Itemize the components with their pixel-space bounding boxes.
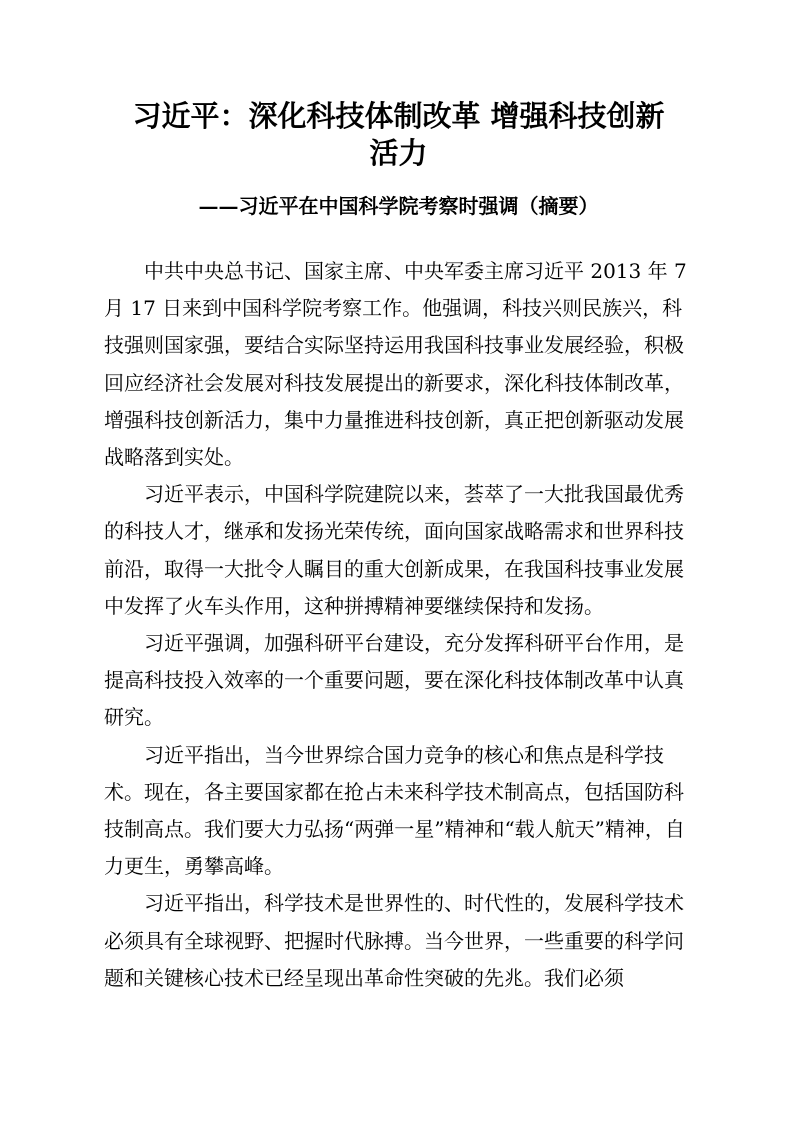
paragraph-5: 习近平指出，科学技术是世界性的、时代性的，发展科学技术必须具有全球视野、把握时代脉搏。当今世界，一些重要的科学问题和关键核心技术已经呈现出革命性突破的先兆。我们必须	[104, 891, 684, 990]
document-body	[104, 253, 693, 997]
paragraph-2: 习近平表示，中国科学院建院以来，荟萃了一大批我国最优秀的科技人才，继承和发扬光荣传统，面向国家战略需求和世界科技前沿，取得一大批令人瞩目的重大创新成果，在我国科技事业发展中发挥了火车头作用，这种拼搏精神要继续保持和发扬。	[104, 482, 684, 618]
paragraph-3: 习近平强调，加强科研平台建设，充分发挥科研平台作用，是提高科技投入效率的一个重要问题，要在深化科技体制改革中认真研究。	[104, 631, 684, 730]
document-subtitle: ——习近平在中国科学院考察时强调（摘要）	[198, 194, 599, 218]
paragraph-4: 习近平指出，当今世界综合国力竞争的核心和焦点是科学技术。现在，各主要国家都在抢占未来科学技术制高点，包括国防科技制高点。我们要大力弘扬“两弹一星”精神和“载人航天”精神，自力更生，勇攀高峰。	[104, 742, 685, 879]
document-title: 习近平：深化科技体制改革 增强科技创新活力	[132, 99, 665, 170]
paragraph-1: 中共中央总书记、国家主席、中央军委主席习近平 2013 年 7 月 17 日来到中国科学院考察工作。他强调，科技兴则民族兴，科技强则国家强，要结合实际坚持运用我国科技事业发展经验，积极回应经济社会发展对科技发展提出的新要求，深化科技体制改革，增强科技创新活力，集中力量推进科技创新，真正把创新驱动发展战略落到实处。	[104, 259, 687, 470]
